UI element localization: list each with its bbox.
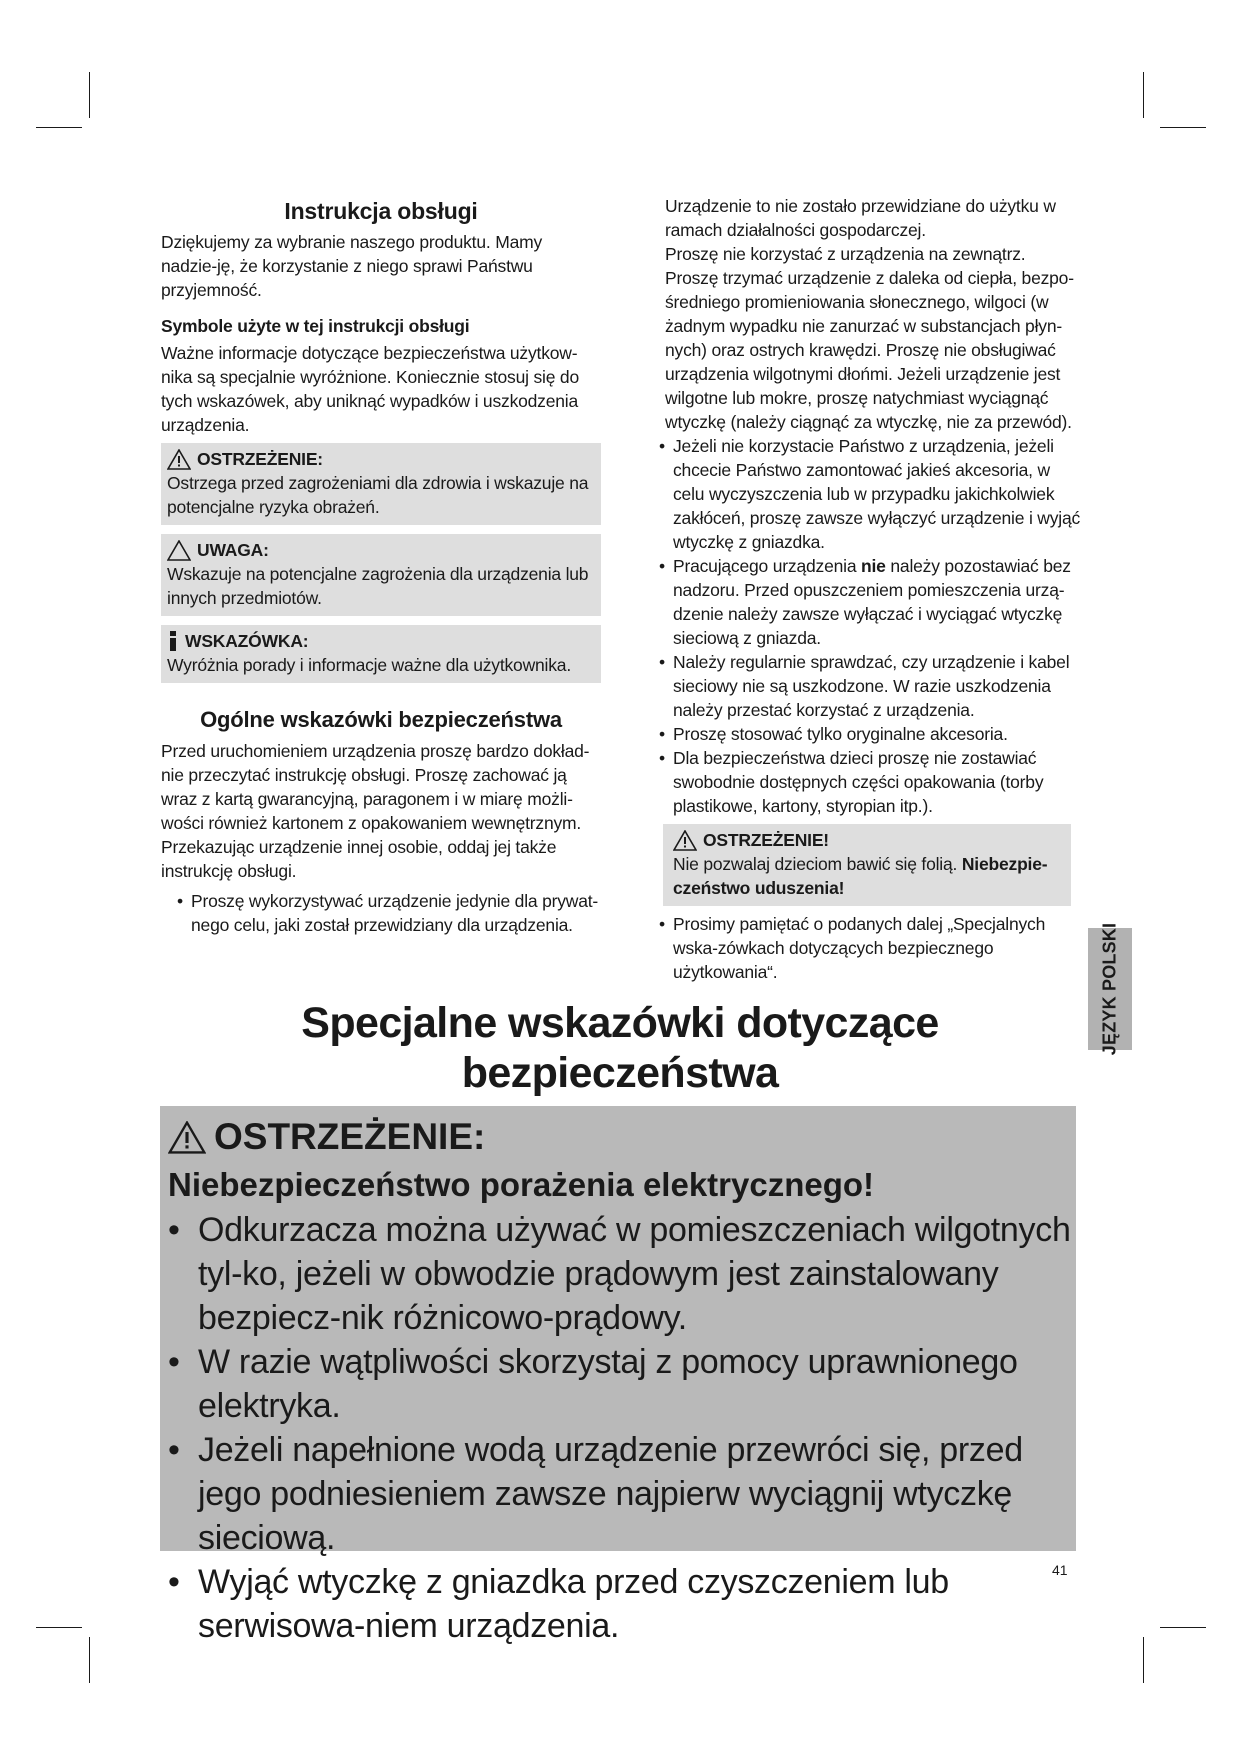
crop-mark <box>1143 72 1144 118</box>
special-title-line-1: Specjalne wskazówki dotyczące bezpieczeństwa <box>301 999 939 1097</box>
continued-text: Proszę nie korzystać z urządzenia na zewnątrz. <box>665 244 1026 264</box>
crop-mark <box>36 127 82 128</box>
intro-text: Dziękujemy za wybranie naszego produktu. Mamy nadzie-ję, że korzystanie z niego sprawi Państwu przyjemność. <box>161 232 543 300</box>
big-warning-title: OSTRZEŻENIE: <box>214 1116 486 1157</box>
list-item: • Jeżeli nie korzystacie Państwo z urządzenia, jeżeli chcecie Państwo zamontować jakieś akcesoria, w celu wyczyszczenia lub w przypadku jakichkolwiek zakłóceń, proszę zawsze wyłączyć urządzenie i wyjąć wtyczkę z gniazdka. <box>659 436 1081 552</box>
general-heading: Ogólne wskazówki bezpieczeństwa <box>200 707 562 732</box>
left-column <box>161 196 601 937</box>
crop-mark <box>1160 1627 1206 1628</box>
warning-triangle-icon <box>168 1121 206 1154</box>
list-item: • Proszę stosować tylko oryginalne akcesoria. <box>659 724 1008 744</box>
warning-title: OSTRZEŻENIE: <box>197 449 323 469</box>
crop-mark <box>1160 127 1206 128</box>
general-text: Przed uruchomieniem urządzenia proszę bardzo dokład-nie przeczytać instrukcję obsługi. Proszę zachować ją wraz z kartą gwarancyjną, paragonem i w miarę możli-wości również kartonem z opakowaniem wewnętrznym. Przekazując urządzenie innej osobie, oddaj jej także instrukcję obsługi. <box>161 741 590 881</box>
left-bullet-list <box>161 889 601 937</box>
symbols-text: Ważne informacje dotyczące bezpieczeństwa użytkow-nika są specjalnie wyróżnione. Koniecznie stosuj się do tych wskazówek, aby uniknąć wypadków i uszkodzenia urządzenia. <box>161 343 579 435</box>
big-warning-subtitle: Niebezpieczeństwo porażenia elektrycznego! <box>168 1166 875 1203</box>
language-tab <box>1088 922 1132 1056</box>
symbols-heading: Symbole użyte w tej instrukcji obsługi <box>161 316 470 336</box>
list-item: • Dla bezpieczeństwa dzieci proszę nie zostawiać swobodnie dostępnych części opakowania (torby plastikowe, kartony, styropian itp.). <box>659 748 1044 816</box>
right-bullet-list <box>643 434 1081 818</box>
caution-title: UWAGA: <box>197 540 269 560</box>
warning-text: Ostrzega przed zagrożeniami dla zdrowia i wskazuje na potencjalne ryzyka obrażeń. <box>167 473 589 517</box>
list-item: • W razie wątpliwości skorzystaj z pomocy uprawnionego elektryka. <box>168 1343 1018 1425</box>
list-item: • Należy regularnie sprawdzać, czy urządzenie i kabel sieciowy nie są uszkodzone. W razie uszkodzenia należy przestać korzystać z urządzenia. <box>659 652 1070 720</box>
child-warning-text: Nie pozwalaj dzieciom bawić się folią. Niebezpie-czeństwo uduszenia! <box>673 854 1048 898</box>
right-bullet-list-2 <box>643 912 1081 984</box>
continued-text: Proszę trzymać urządzenie z daleka od ciepła, bezpo-średniego promieniowania słonecznego, wilgoci (w żadnym wypadku nie zanurzać w substancjach płyn-nych) oraz ostrych krawędzi. Proszę nie obsługiwać urządzenia wilgotnymi dłońmi. Jeżeli urządzenie jest wilgotne lub mokre, proszę natychmiast wyciągnąć wtyczkę (należy ciągnąć za wtyczkę, nie za przewód). <box>665 268 1074 432</box>
list-item: • Jeżeli napełnione wodą urządzenie przewróci się, przed jego podniesieniem zawsze najpierw wyciągnij wtyczkę sieciową. <box>168 1431 1023 1557</box>
big-warning-list <box>168 1208 1076 1648</box>
caution-triangle-icon <box>167 540 191 561</box>
crop-mark <box>89 72 90 118</box>
list-item: • Proszę wykorzystywać urządzenie jedynie dla prywat-nego celu, jaki został przewidziany dla urządzenia. <box>177 891 599 935</box>
warning-box <box>161 443 601 525</box>
manual-title: Instrukcja obsługi <box>284 198 478 224</box>
continued-text: Urządzenie to nie zostało przewidziane do użytku w ramach działalności gospodarczej. <box>665 196 1056 240</box>
warning-triangle-icon <box>167 449 191 470</box>
right-column <box>643 194 1081 984</box>
list-item: • Odkurzacza można używać w pomieszczeniach wilgotnych tyl-ko, jeżeli w obwodzie prądowym jest zainstalowany bezpiecz-nik różnicowo-prądowy. <box>168 1211 1071 1337</box>
list-item: • Wyjąć wtyczkę z gniazdka przed czyszczeniem lub serwisowa-niem urządzenia. <box>168 1563 949 1645</box>
page-number: 41 <box>1052 1562 1068 1578</box>
crop-mark <box>1143 1637 1144 1683</box>
warning-triangle-icon <box>673 830 697 851</box>
note-title: WSKAZÓWKA: <box>185 631 309 651</box>
list-item: • Prosimy pamiętać o podanych dalej „Specjalnych wska-zówkach dotyczących bezpiecznego użytkowania“. <box>659 914 1046 982</box>
list-item: • Pracującego urządzenia nie należy pozostawiać bez nadzoru. Przed opuszczeniem pomieszczenia urzą-dzenie należy zawsze wyłączać i wyciągać wtyczkę sieciową z gniazda. <box>659 556 1071 648</box>
note-text: Wyróżnia porady i informacje ważne dla użytkownika. <box>167 655 571 675</box>
info-i-icon <box>167 631 179 651</box>
language-tab-label: JĘZYK POLSKI <box>1099 922 1120 1056</box>
note-box <box>161 625 601 683</box>
caution-box <box>161 534 601 616</box>
caution-text: Wskazuje na potencjalne zagrożenia dla urządzenia lub innych przedmiotów. <box>167 564 589 608</box>
crop-mark <box>36 1627 82 1628</box>
crop-mark <box>89 1637 90 1683</box>
child-warning-box <box>663 824 1071 906</box>
child-warning-title: OSTRZEŻENIE! <box>703 830 829 850</box>
